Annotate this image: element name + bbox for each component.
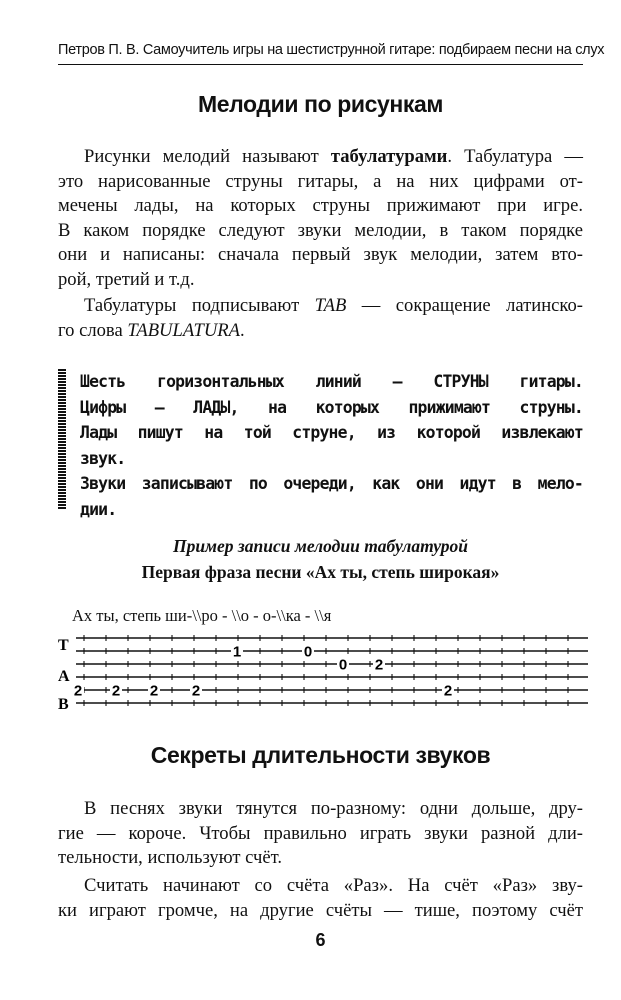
text-line: В песнях звуки тянутся по-разному: одни дольше, дру- [84, 798, 583, 819]
tab-fret-number: 2 [443, 682, 453, 700]
text-line: Считать начинают со счёта «Раз». На счёт «Раз» зву- [84, 875, 583, 896]
rule-line: Лады пишут на той струне, из которой извлекают [80, 423, 583, 442]
rule-line: дии. [80, 499, 117, 519]
rule-line: Звуки записывают по очереди, как они идут в мело- [80, 474, 583, 493]
tab-label-b: B [58, 696, 69, 713]
tab-label-t: T [58, 637, 69, 654]
tab-example-subtitle: Первая фраза песни «Ах ты, степь широкая» [141, 562, 500, 582]
tab-fret-number: 0 [303, 643, 313, 661]
tab-fret-number: 2 [111, 682, 121, 700]
tab-example-caption: Пример записи мелодии табулатурой [172, 536, 469, 556]
tab-label-a: A [58, 668, 70, 685]
paragraph-tablature-definition [58, 145, 583, 293]
rule-line: Шесть горизонтальных линий — СТРУНЫ гитары. [80, 372, 583, 391]
paragraph-tab-label [58, 294, 583, 343]
text-line: Рисунки мелодий называют табулатурами. Табулатура — [84, 146, 583, 167]
text-line: они и написаны: сначала первый звук мелодии, затем вто- [58, 244, 583, 266]
paragraph-durations [58, 797, 583, 871]
tablature-staff [50, 630, 595, 715]
tab-fret-number: 2 [191, 682, 201, 700]
paragraph-counting [58, 874, 583, 923]
text-line: мечены лады, на которых струны прижимают при игре. [58, 195, 583, 217]
text-line: В каком порядке следуют звуки мелодии, в таком порядке [58, 219, 583, 241]
text-line: гие — короче. Чтобы правильно играть звуки разной дли- [58, 822, 583, 844]
text-line: ки играют громче, на другие счёты — тише, поэтому счёт [58, 899, 583, 921]
section-title-durations: Секреты длительности звуков [150, 742, 491, 768]
running-header: Петров П. В. Самоучитель игры на шестиструнной гитаре: подбираем песни на слух [58, 42, 605, 58]
tab-fret-number: 2 [73, 682, 83, 700]
rules-block [80, 369, 583, 522]
text-line: Табулатуры подписывают TAB — сокращение латинско- [84, 295, 583, 316]
text-line: го слова TABULATURA. [58, 319, 245, 341]
rule-line: Цифры — ЛАДЫ, на которых прижимают струны. [80, 397, 583, 417]
text-line: тельности, используют счёт. [58, 847, 282, 869]
tab-fret-number: 2 [149, 682, 159, 700]
section-title-melodies: Мелодии по рисункам [198, 91, 443, 117]
tab-fret-number: 2 [374, 656, 384, 674]
text-line: рой, третий и т.д. [58, 268, 195, 290]
tab-fret-number: 1 [232, 643, 242, 661]
header-rule [58, 64, 583, 65]
tab-fret-number: 0 [338, 656, 348, 674]
rule-line: звук. [80, 448, 126, 468]
text-line: это нарисованные струны гитары, а на них цифрами от- [58, 170, 583, 192]
rules-sidebar-bar [58, 369, 66, 509]
tab-lyrics: Ах ты, степь ши-\\ро - \\о - о-\\ка - \\я [72, 606, 332, 625]
page-number: 6 [315, 930, 326, 950]
